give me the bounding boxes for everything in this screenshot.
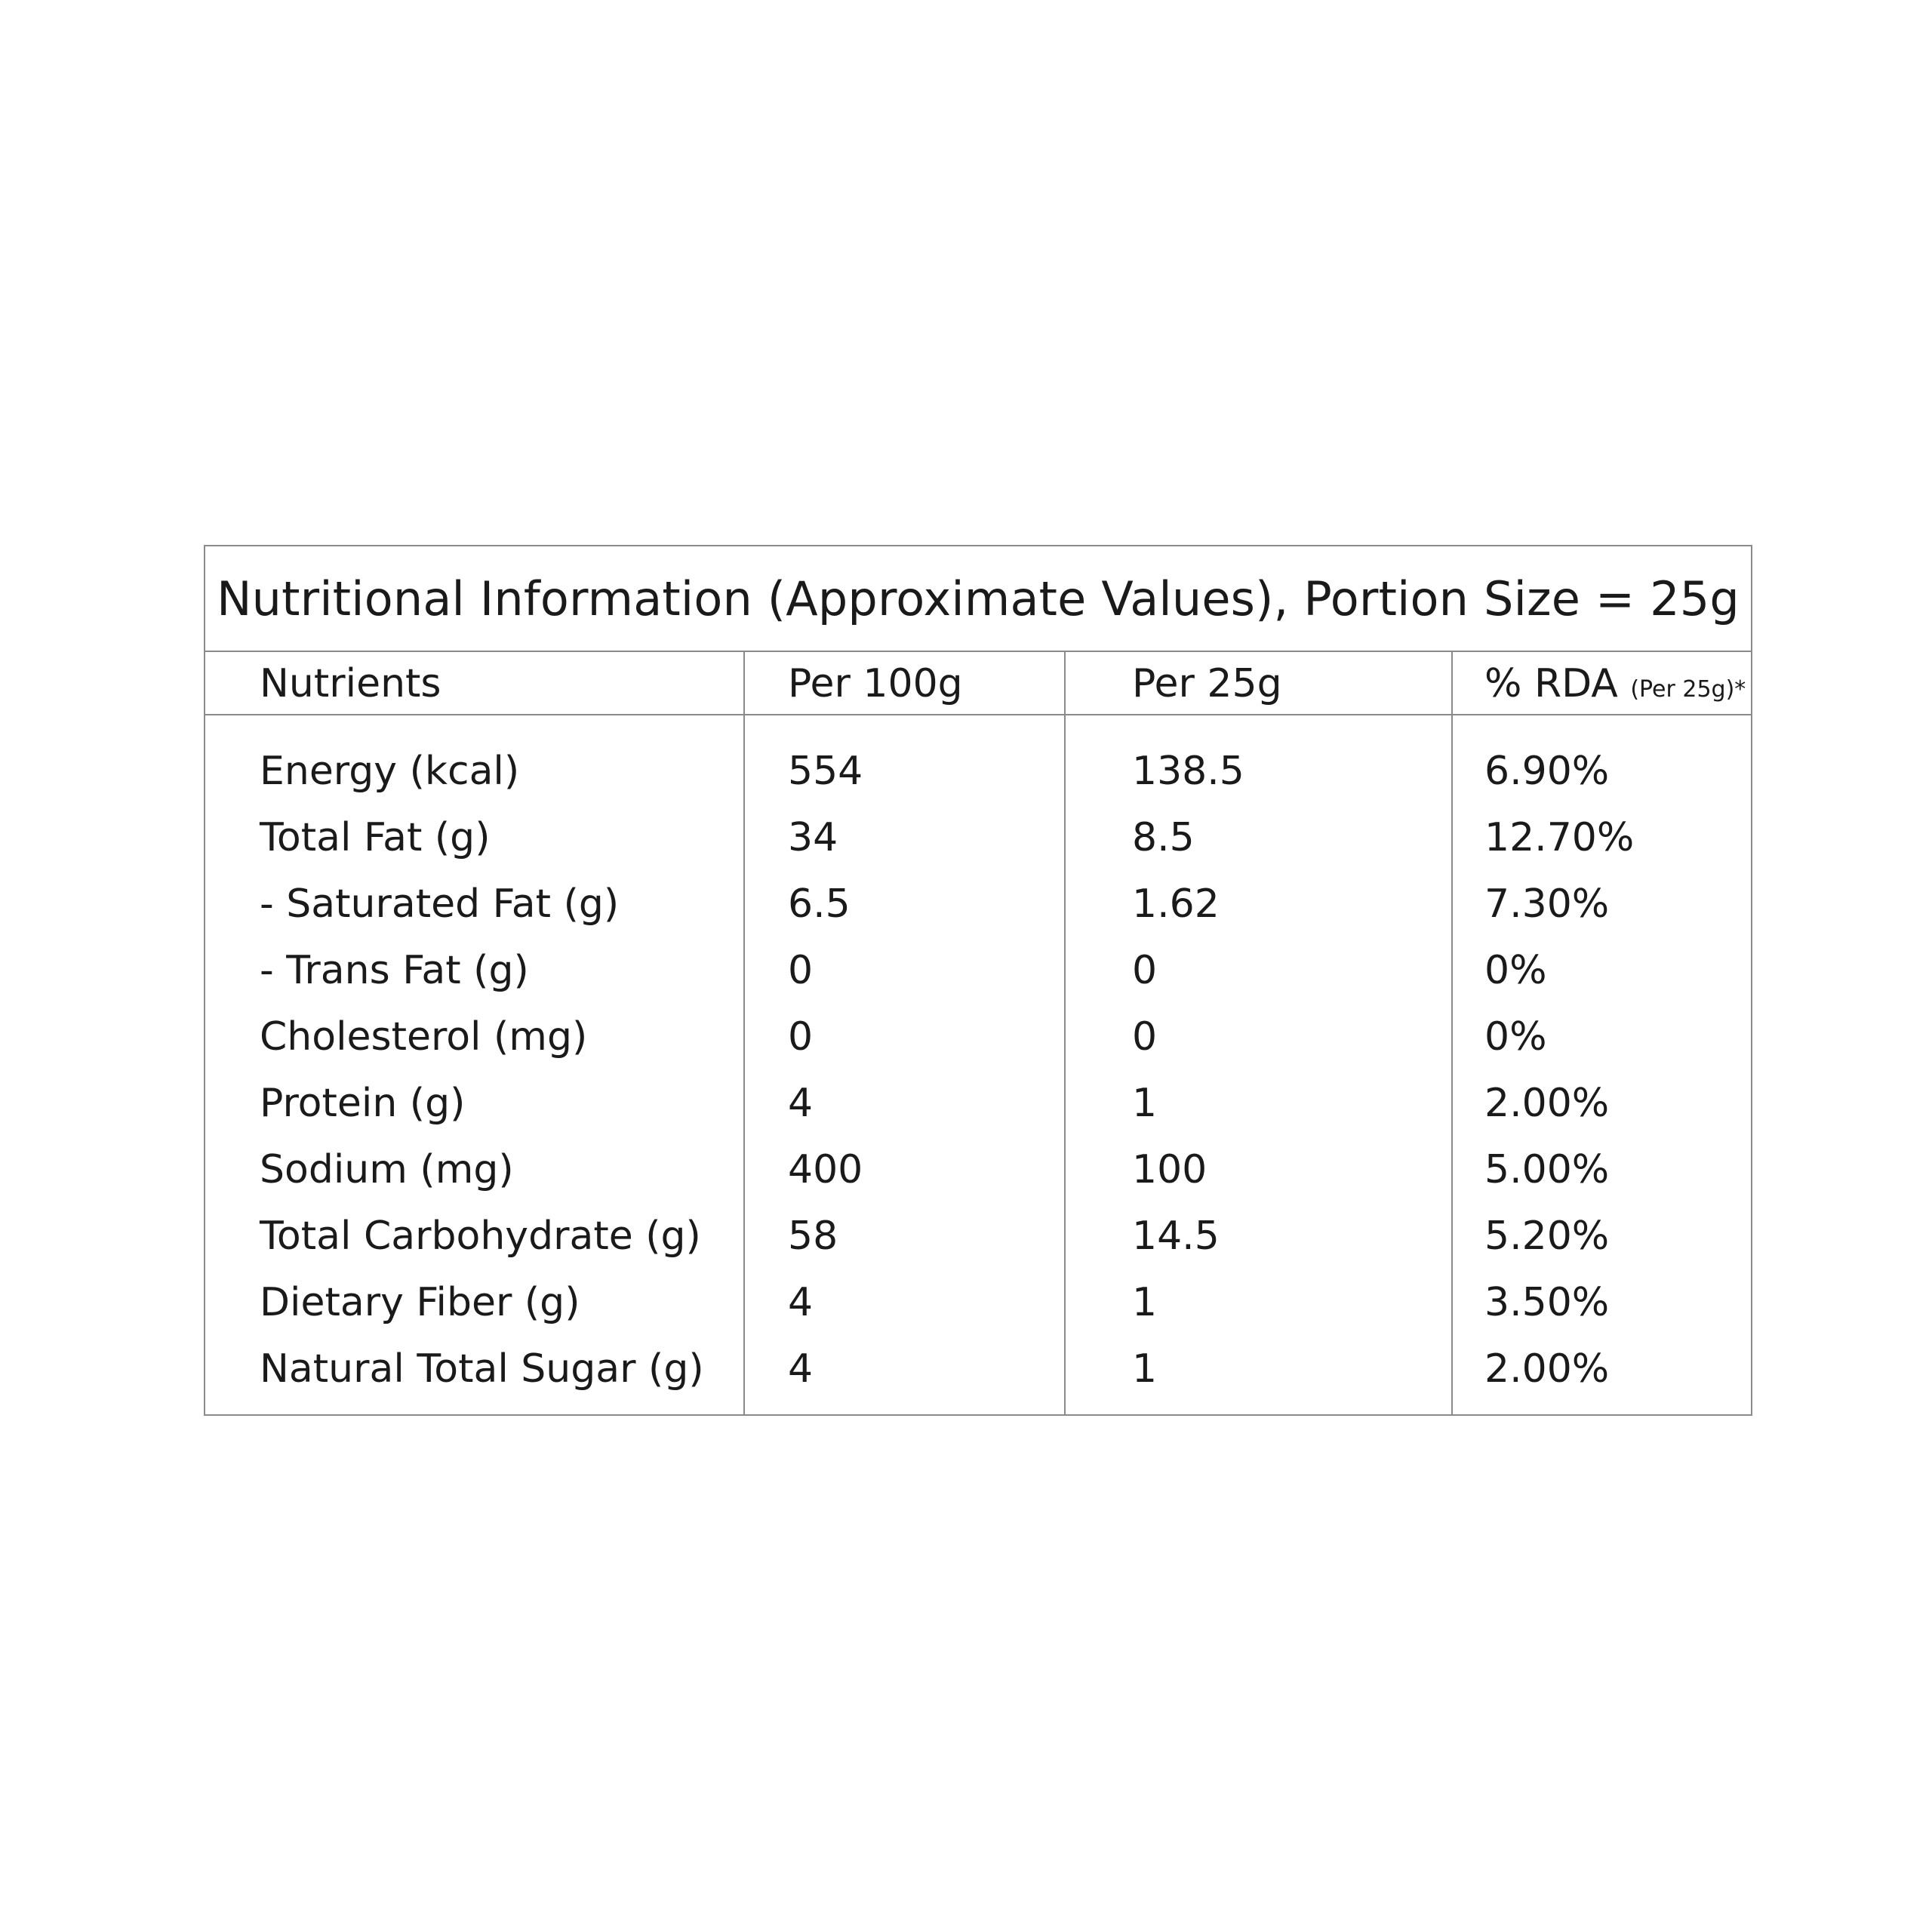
- rda-value: 7.30%: [1484, 881, 1610, 927]
- per-100g-value: 400: [788, 1147, 863, 1192]
- per-100g-value: 554: [788, 749, 863, 794]
- table-row: [205, 871, 1751, 937]
- nutrient-name: Energy (kcal): [260, 749, 520, 794]
- header-rda-label: % RDA: [1484, 661, 1618, 706]
- table-row: [205, 1070, 1751, 1137]
- nutrient-name: - Trans Fat (g): [260, 948, 529, 993]
- nutrition-table: [204, 545, 1752, 1416]
- table-title: Nutritional Information (Approximate Values), Portion Size = 25g: [205, 546, 1751, 652]
- per-25g-value: 0: [1132, 1014, 1158, 1060]
- rda-value: 2.00%: [1484, 1346, 1610, 1392]
- per-25g-value: 1: [1132, 1346, 1158, 1392]
- per-100g-value: 0: [788, 948, 814, 993]
- table-row: [205, 1336, 1751, 1402]
- rda-value: 0%: [1484, 948, 1547, 993]
- nutrient-name: Total Carbohydrate (g): [260, 1214, 701, 1259]
- per-100g-value: 4: [788, 1081, 814, 1126]
- rda-value: 2.00%: [1484, 1081, 1610, 1126]
- table-row: [205, 804, 1751, 871]
- table-row: [205, 1203, 1751, 1269]
- per-25g-value: 8.5: [1132, 815, 1195, 860]
- rda-value: 5.20%: [1484, 1214, 1610, 1259]
- header-per-25g: Per 25g: [1132, 661, 1282, 706]
- per-25g-value: 138.5: [1132, 749, 1244, 794]
- table-row: [205, 937, 1751, 1004]
- rda-value: 0%: [1484, 1014, 1547, 1060]
- header-per-100g: Per 100g: [788, 661, 963, 706]
- nutrient-name: - Saturated Fat (g): [260, 881, 620, 927]
- nutrient-name: Dietary Fiber (g): [260, 1280, 580, 1325]
- rda-value: 12.70%: [1484, 815, 1635, 860]
- per-25g-value: 100: [1132, 1147, 1208, 1192]
- per-100g-value: 4: [788, 1346, 814, 1392]
- per-100g-value: 6.5: [788, 881, 851, 927]
- per-100g-value: 4: [788, 1280, 814, 1325]
- nutrient-name: Sodium (mg): [260, 1147, 514, 1192]
- header-rda-note: (Per 25g)*: [1630, 676, 1746, 703]
- table-row: [205, 1137, 1751, 1203]
- header-nutrients: Nutrients: [260, 661, 441, 706]
- per-25g-value: 1: [1132, 1081, 1158, 1126]
- header-rda: [1484, 652, 1746, 715]
- rda-value: 3.50%: [1484, 1280, 1610, 1325]
- per-100g-value: 34: [788, 815, 838, 860]
- nutrient-name: Total Fat (g): [260, 815, 491, 860]
- header-row: [205, 652, 1751, 715]
- table-row: [205, 738, 1751, 804]
- rda-value: 5.00%: [1484, 1147, 1610, 1192]
- nutrient-name: Natural Total Sugar (g): [260, 1346, 704, 1392]
- per-25g-value: 1.62: [1132, 881, 1220, 927]
- per-100g-value: 0: [788, 1014, 814, 1060]
- per-25g-value: 0: [1132, 948, 1158, 993]
- table-row: [205, 1004, 1751, 1070]
- per-25g-value: 14.5: [1132, 1214, 1220, 1259]
- nutrient-name: Protein (g): [260, 1081, 466, 1126]
- per-100g-value: 58: [788, 1214, 838, 1259]
- nutrient-name: Cholesterol (mg): [260, 1014, 588, 1060]
- table-row: [205, 1269, 1751, 1336]
- per-25g-value: 1: [1132, 1280, 1158, 1325]
- rda-value: 6.90%: [1484, 749, 1610, 794]
